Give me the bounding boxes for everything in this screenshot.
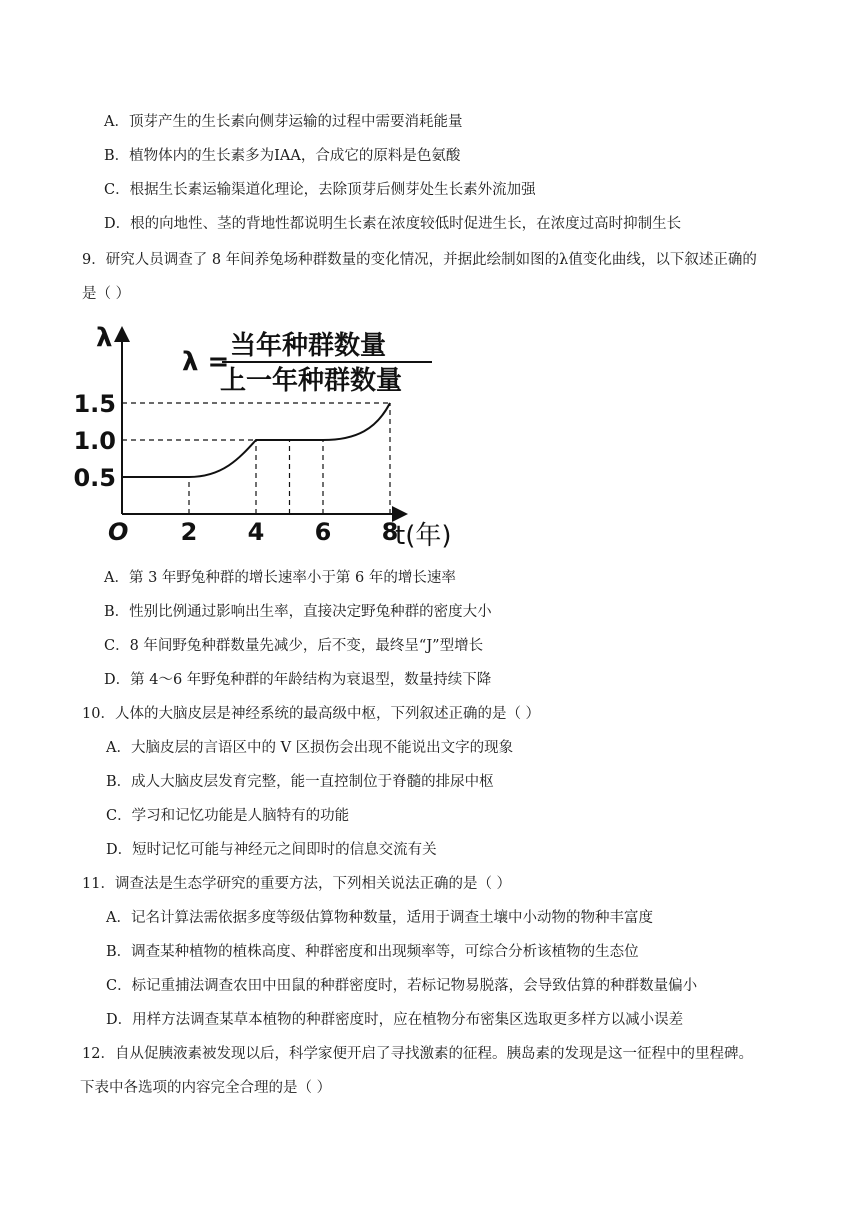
q9-option-b: B．性别比例通过影响出生率，直接决定野兔种群的密度大小 bbox=[104, 604, 492, 620]
q11-stem: 11．调查法是生态学研究的重要方法，下列相关说法正确的是（ ） bbox=[82, 876, 512, 892]
q11-option-c: C．标记重捕法调查农田中田鼠的种群密度时，若标记物易脱落，会导致估算的种群数量偏小 bbox=[106, 978, 698, 994]
y-tick-label: 1.0 bbox=[73, 427, 116, 455]
q10-stem: 10．人体的大脑皮层是神经系统的最高级中枢，下列叙述正确的是（ ） bbox=[82, 706, 541, 722]
q9-option-d: D．第 4～6 年野兔种群的年龄结构为衰退型，数量持续下降 bbox=[104, 672, 492, 688]
q9-option-c: C．8 年间野兔种群数量先减少，后不变，最终呈“J”型增长 bbox=[104, 638, 484, 654]
y-tick-label: 0.5 bbox=[73, 464, 116, 492]
q9-stem: 9．研究人员调查了 8 年间养兔场种群数量的变化情况，并据此绘制如图的λ值变化曲线，以下叙述正确的 bbox=[82, 252, 757, 268]
q9-option-a: A．第 3 年野兔种群的增长速率小于第 6 年的增长速率 bbox=[104, 570, 456, 586]
x-axis-label: t(年) bbox=[395, 521, 452, 551]
q9-stem-cont: 是（ ） bbox=[82, 286, 131, 302]
x-tick-label: 4 bbox=[247, 518, 265, 546]
lambda-chart bbox=[73, 318, 482, 556]
q10-option-b: B．成人大脑皮层发育完整，能一直控制位于脊髓的排尿中枢 bbox=[106, 774, 494, 790]
x-tick-label: 8 bbox=[381, 518, 399, 546]
q8-option-d: D．根的向地性、茎的背地性都说明生长素在浓度较低时促进生长，在浓度过高时抑制生长 bbox=[104, 216, 682, 232]
x-tick-label: 2 bbox=[180, 518, 198, 546]
q8-option-c: C．根据生长素运输渠道化理论，去除顶芽后侧芽处生长素外流加强 bbox=[104, 182, 536, 198]
y-axis-label: λ bbox=[96, 323, 113, 353]
y-tick-label: 1.5 bbox=[73, 390, 116, 418]
q10-option-c: C．学习和记忆功能是人脑特有的功能 bbox=[106, 808, 350, 824]
q12-stem: 12．自从促胰液素被发现以后，科学家便开启了寻找激素的征程。胰岛素的发现是这一征程中的里程碑。 bbox=[82, 1046, 753, 1062]
q11-option-a: A．记名计算法需依据多度等级估算物种数量，适用于调查土壤中小动物的物种丰富度 bbox=[106, 910, 653, 926]
q12-stem-cont: 下表中各选项的内容完全合理的是（ ） bbox=[80, 1080, 332, 1096]
q10-option-d: D．短时记忆可能与神经元之间即时的信息交流有关 bbox=[106, 842, 437, 858]
q11-option-b: B．调查某种植物的植株高度、种群密度和出现频率等，可综合分析该植物的生态位 bbox=[106, 944, 639, 960]
formula-denominator: 上一年种群数量 bbox=[220, 366, 403, 396]
formula-lhs: λ = bbox=[182, 347, 230, 377]
q8-option-a: A．顶芽产生的生长素向侧芽运输的过程中需要消耗能量 bbox=[104, 114, 463, 130]
dashed-guides bbox=[122, 403, 390, 514]
q8-option-b: B．植物体内的生长素多为IAA，合成它的原料是色氨酸 bbox=[104, 148, 461, 164]
formula-numerator: 当年种群数量 bbox=[230, 331, 387, 361]
x-tick-label: 6 bbox=[314, 518, 332, 546]
origin-label: O bbox=[108, 518, 129, 546]
q10-option-a: A．大脑皮层的言语区中的 V 区损伤会出现不能说出文字的现象 bbox=[106, 740, 514, 756]
q11-option-d: D．用样方法调查某草本植物的种群密度时，应在植物分布密集区选取更多样方以减小误差 bbox=[106, 1012, 684, 1028]
